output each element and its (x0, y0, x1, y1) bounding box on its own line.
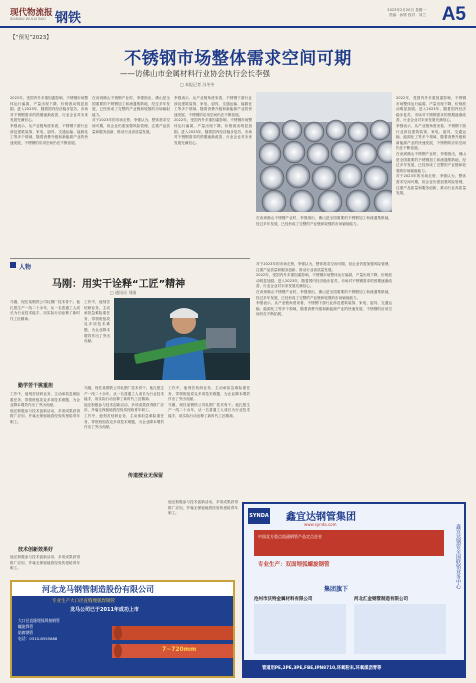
paragraph: 马刚，现任某钢铁公司轧钢厂技术骨干。他扎根生产一线二十余年，从一名普通工人成长为行业技术能手，用实际行动诠释了新时代工匠精神。 (10, 300, 80, 321)
paragraph: 对于2023年的市场走势，李强认为，整体需求空间可期，但企业仍需加强风险管理，注重产品质量和服务创新，推动行业高质量发展。 (256, 262, 392, 272)
paragraph: 工作中，他刻苦钻研业务，主动承担急难险重任务，带领班组攻克多项技术难题，为企业降本增效作出了突出贡献。 (84, 413, 164, 430)
ad-title: 河北龙马钢管制造股份有限公司 (42, 585, 154, 594)
people-column (84, 300, 110, 382)
paragraph: 在谈到佛山不锈钢产业时，李强指出，佛山是全国重要的不锈钢加工和流通集散地，经过多年发展，已经形成了完整的产业链和较强的市场辐射能力。 (256, 216, 392, 226)
headline: 不锈钢市场整体需求空间可期 (124, 49, 352, 69)
people-subsection: 传道授业无保留 (128, 473, 164, 479)
ad-phone: 电话：0310-8555888 (18, 636, 58, 641)
header-info (387, 8, 426, 18)
ad2-footer: 管道用PE,2PE,3PE,FBE,IPN8710,环氧粉末,环氧煤沥青等 (262, 666, 382, 671)
paragraph: 他还积极参与技术创新活动，多项成果获得推广应用，并毫无保留地将经验传授给青年职工。 (10, 555, 80, 571)
longma-ad[interactable] (10, 580, 235, 678)
article-column (10, 96, 88, 256)
people-label: 人物 (19, 264, 32, 271)
people-column (168, 500, 238, 574)
article-column (92, 96, 170, 256)
article-column (174, 96, 252, 256)
paragraph: 对于2023年的市场走势，李强认为，整体需求空间可期，但企业仍需加强风险管理，注重产品质量和服务创新，推动行业高质量发展。 (92, 118, 170, 134)
pipe-label: 7~720mm (162, 646, 197, 653)
ad-product: 防腐钢管 (18, 630, 34, 635)
paragraph: 2022年，受国内外多重因素影响，不锈钢市场整体运行偏弱，产量出现下降，价格波动明显加剧。进入2023年，随着国内经济稳步复苏，市场对不锈钢需求的预期逐渐改善，行业企业对未来发展充满信心。 (174, 118, 252, 145)
paragraph: 对于2023年的市场走势，李强认为，整体需求空间可期，但企业仍需加强风险管理，注重产品质量和服务创新，推动行业高质量发展。 (396, 174, 466, 196)
people-column (10, 300, 80, 380)
worker-photo (114, 298, 250, 380)
ad2-line1: 中国北方重点流通钢管产品定点企业 (258, 534, 322, 539)
people-column (84, 386, 164, 574)
subhead: ——访佛山市金属材料行业协会执行会长李强 (120, 69, 270, 78)
paragraph: 李强表示，从产业链角度来看，不锈钢下游行业涉及建筑装饰、家电、厨具、交通运输、能源化工等多个领域，随着消费升级和新能源产业的快速发展，不锈钢的应用空间仍在不断拓展。 (10, 123, 88, 145)
people-column (10, 392, 80, 542)
ad2-company-box (354, 604, 446, 654)
paragraph: 2022年，受国内外多重因素影响，不锈钢市场整体运行偏弱，产量出现下降，价格波动明显加剧。进入2023年，随着国内经济稳步复苏，市场对不锈钢需求的预期逐渐改善，行业企业对未来发展充满信心。 (10, 96, 88, 123)
people-byline: □ 通讯员 刘丽 (110, 290, 137, 295)
ad2-company: 沧州市沃特金属材料有限公司 (254, 597, 313, 602)
people-subsection: 技术创新效果好 (18, 547, 54, 553)
ad-product: 螺旋焊管 (18, 624, 34, 629)
paragraph: 2022年，受国内外多重因素影响，不锈钢市场整体运行偏弱，产量出现下降，价格波动明显加剧。进入2023年，随着国内经济稳步复苏，市场对不锈钢需求的预期逐渐改善，行业企业对未来发展充满信心。 (396, 96, 466, 123)
paragraph: 工作中，他刻苦钻研业务，主动承担急难险重任务，带领班组攻克多项技术难题，为企业降本增效作出了突出贡献。 (10, 392, 80, 408)
ad-product: 大口径直缝埋弧焊接钢管 (18, 618, 60, 623)
masthead: 现代物流报 (10, 8, 53, 18)
ad2-side-text: 鑫宜达钢管全国联销业务中心 (455, 524, 461, 589)
ad2-company: 河北汇金钢管制造有限公司 (354, 597, 408, 602)
article-column (256, 216, 392, 256)
paragraph: 李强表示，从产业链角度来看，不锈钢下游行业涉及建筑装饰、家电、厨具、交通运输、能源化工等多个领域，随着消费升级和新能源产业的快速发展，不锈钢的应用空间仍在不断拓展。 (256, 301, 392, 317)
paragraph: 工作中，他刻苦钻研业务，主动承担急难险重任务，带领班组攻克多项技术难题，为企业降本增效作出了突出贡献。 (168, 386, 250, 402)
article-column (256, 262, 392, 496)
ad-products (18, 618, 60, 642)
people-column (10, 555, 80, 577)
masthead-sub: XIANDAI WULIU BAO (10, 17, 46, 21)
paragraph: 在谈到佛山不锈钢产业时，李强指出，佛山是全国重要的不锈钢加工和流通集散地，经过多年发展，已经形成了完整的产业链和较强的市场辐射能力。 (92, 96, 170, 117)
article-column (396, 96, 466, 496)
column-tag: 【“预见”2023】 (10, 35, 52, 41)
paragraph: 马刚，现任某钢铁公司轧钢厂技术骨干。他扎根生产一线二十余年，从一名普通工人成长为行业技术能手，用实际行动诠释了新时代工匠精神。 (84, 386, 164, 402)
people-headline: 马刚：用实干诠释“工匠”精神 (52, 279, 186, 290)
synda-ad[interactable] (242, 502, 466, 678)
steel-pipes-photo (256, 92, 392, 212)
byline: □ 本报记者 冯冬冬 (180, 82, 215, 87)
editor-line: 责编：孙婷 校对：刘兰 (388, 13, 426, 17)
paragraph: 他还积极参与技术创新活动，多项成果获得推广应用，并毫无保留地将经验传授给青年职工。 (10, 408, 80, 424)
paragraph: 李强表示，从产业链角度来看，不锈钢下游行业涉及建筑装饰、家电、厨具、交通运输、能源化工等多个领域，随着消费升级和新能源产业的快速发展，不锈钢的应用空间仍在不断拓展。 (396, 123, 466, 151)
ad2-title: 鑫宜达钢管集团 (286, 512, 356, 523)
date-line: 2023年2月20日 星期一 (387, 8, 426, 12)
people-column (168, 386, 250, 496)
paragraph: 2022年，受国内外多重因素影响，不锈钢市场整体运行偏弱，产量出现下降，价格波动明显加剧。进入2023年，随着国内经济稳步复苏，市场对不锈钢需求的预期逐渐改善，行业企业对未来发展充满信心。 (256, 273, 392, 289)
paragraph: 工作中，他刻苦钻研业务，主动承担急难险重任务，带领班组攻克多项技术难题，为企业降本增效作出了突出贡献。 (84, 300, 110, 344)
section-mark (10, 262, 16, 268)
ad2-products: 专业生产：双面埋弧螺旋钢管 (258, 562, 330, 568)
ad-slogan: 专业生产大口径直缝埋弧焊钢管 (52, 599, 115, 604)
ad-note: 龙马公司已于2011年成功上市 (70, 607, 139, 613)
page-number: A5 (441, 4, 466, 25)
ad2-group: 集团旗下 (324, 586, 349, 593)
ad2-company-box (254, 604, 346, 654)
synda-logo: SYNDA (248, 508, 270, 524)
ad2-web: www.synda.com (304, 522, 337, 527)
section-title: 钢铁 (55, 11, 82, 26)
people-subsection: 勤学苦干挑重担 (18, 383, 54, 389)
paragraph: 他还积极参与技术创新活动，多项成果获得推广应用，并毫无保留地将经验传授给青年职工。 (84, 402, 164, 413)
paragraph: 在谈到佛山不锈钢产业时，李强指出，佛山是全国重要的不锈钢加工和流通集散地，经过多年发展，已经形成了完整的产业链和较强的市场辐射能力。 (396, 151, 466, 173)
paragraph: 他还积极参与技术创新活动，多项成果获得推广应用，并毫无保留地将经验传授给青年职工。 (168, 500, 238, 516)
section-divider (10, 258, 250, 259)
paragraph: 李强表示，从产业链角度来看，不锈钢下游行业涉及建筑装饰、家电、厨具、交通运输、能源化工等多个领域，随着消费升级和新能源产业的快速发展，不锈钢的应用空间仍在不断拓展。 (174, 96, 252, 117)
paragraph: 在谈到佛山不锈钢产业时，李强指出，佛山是全国重要的不锈钢加工和流通集散地，经过多年发展，已经形成了完整的产业链和较强的市场辐射能力。 (256, 289, 392, 300)
paragraph: 马刚，现任某钢铁公司轧钢厂技术骨干。他扎根生产一线二十余年，从一名普通工人成长为行业技术能手，用实际行动诠释了新时代工匠精神。 (168, 402, 250, 418)
